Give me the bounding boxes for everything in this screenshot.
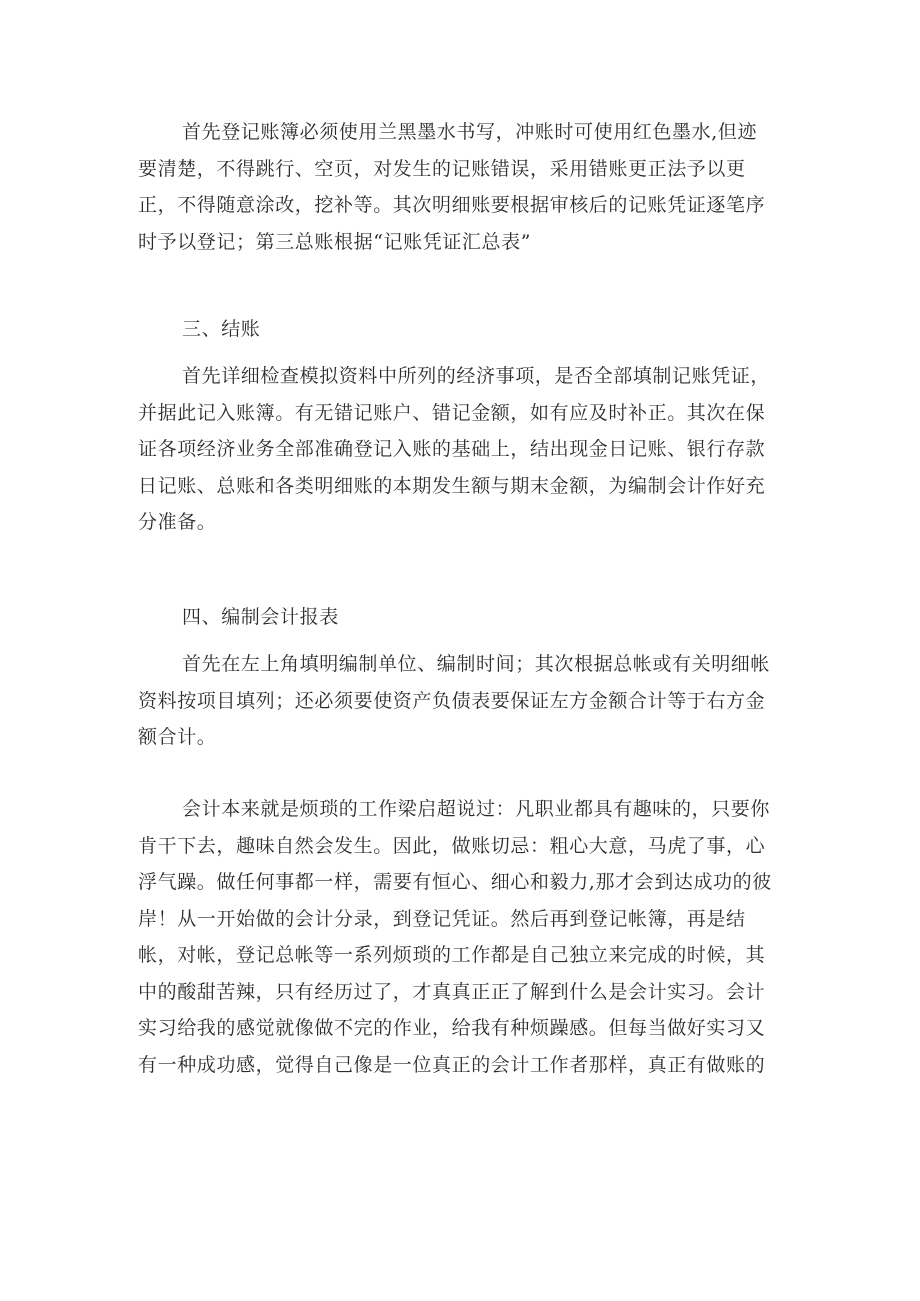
paragraph-closing-accounts	[138, 358, 788, 541]
text-line: 分准备。	[138, 511, 217, 533]
section-heading: 四、编制会计报表	[182, 606, 339, 628]
text-line: 并据此记入账簿。有无错记账户、错记金额，如有应及时补正。其次在保	[138, 401, 766, 424]
text-line: 有一种成功感，觉得自己像是一位真正的会计工作者那样，真正有做账的	[138, 1053, 766, 1076]
text-line: 帐，对帐，登记总帐等一系列烦琐的工作都是自己独立来完成的时候，其	[138, 944, 766, 966]
text-line: 正，不得随意涂改，挖补等。其次明细账要根据审核后的记账凭证逐笔序	[138, 194, 766, 216]
text-line: 要清楚，不得跳行、空页，对发生的记账错误，采用错账更正法予以更	[138, 157, 746, 180]
text-line: 资料按项目填列；还必须要使资产负债表要保证左方金额合计等于右方金	[138, 689, 766, 712]
paragraph-reflection	[138, 791, 788, 1083]
paragraph-ledger-registration	[138, 114, 788, 260]
text-line: 日记账、总账和各类明细账的本期发生额与期末金额，为编制会计作好充	[138, 474, 766, 497]
section-heading: 三、结账	[182, 318, 261, 340]
heading-closing-accounts	[138, 311, 788, 348]
paragraph-prepare-reports	[138, 646, 788, 756]
heading-prepare-reports	[138, 599, 788, 636]
text-line: 中的酸甜苦辣，只有经历过了，才真真正正了解到什么是会计实习。会计	[138, 980, 766, 1003]
text-line: 肯干下去，趣味自然会发生。因此，做账切忌：粗心大意，马虎了事，心	[138, 834, 766, 857]
text-line: 时予以登记；第三总账根据“记账凭证汇总表”	[138, 230, 532, 253]
text-line: 首先登记账簿必须使用兰黑墨水书写，冲账时可使用红色墨水,但迹	[182, 121, 758, 143]
text-line: 实习给我的感觉就像做不完的作业，给我有种烦躁感。但每当做好实习又	[138, 1017, 766, 1039]
text-line: 首先详细检查模拟资料中所列的经济事项，是否全部填制记账凭证，	[182, 365, 771, 387]
text-line: 岸！从一开始做的会计分录，到登记凭证。然后再到登记帐簿，再是结	[138, 907, 746, 930]
text-line: 首先在左上角填明编制单位、编制时间；其次根据总帐或有关明细帐	[182, 653, 771, 675]
text-line: 会计本来就是烦琐的工作梁启超说过：凡职业都具有趣味的，只要你	[182, 798, 771, 820]
text-line: 浮气躁。做任何事都一样，需要有恒心、细心和毅力,那才会到达成功的彼	[138, 871, 772, 893]
text-line: 证各项经济业务全部准确登记入账的基础上，结出现金日记账、银行存款	[138, 438, 766, 460]
text-line: 额合计。	[138, 726, 217, 748]
